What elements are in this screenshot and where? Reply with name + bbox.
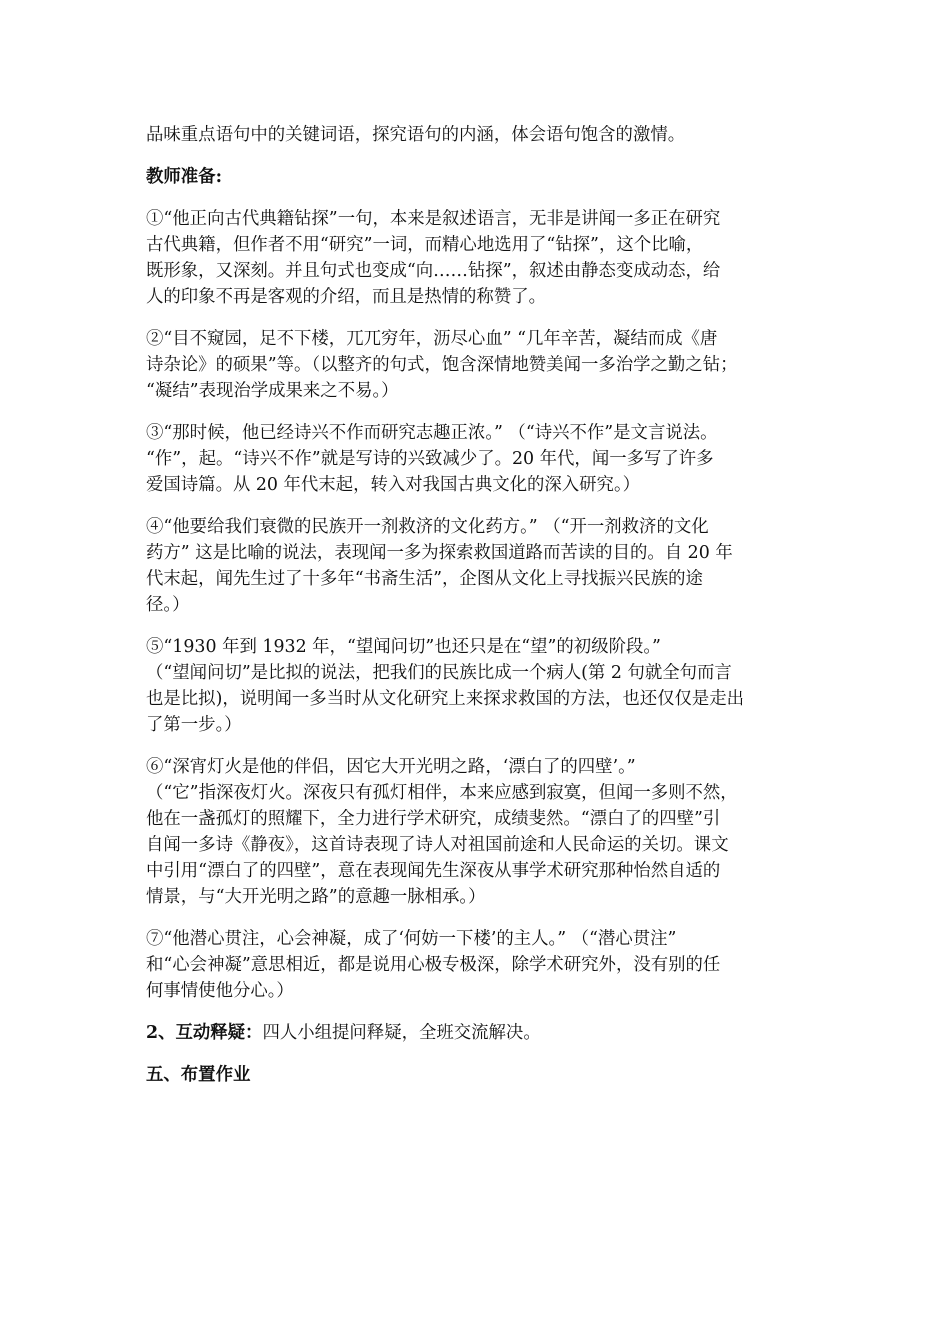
item-5: ⑤“1930 年到 1932 年，“望闻问切”也还只是在“望”的初级阶段。” （“望闻问切”是比拟的说法，把我们的民族比成一个病人(第 2 句就全句而言 也是比拟)，说明闻一多当时从文化研究上来探求救国的方法，也还仅仅是走出 了第一步。）: [146, 637, 745, 735]
interaction-label: 2、互动释疑：: [146, 1023, 263, 1043]
item-6: ⑥“深宵灯火是他的伴侣，因它大开光明之路，‘漂白了的四壁’。” （“它”指深夜灯火。深夜只有孤灯相伴，本来应感到寂寞，但闻一多则不然， 他在一盏孤灯的照耀下，全力进行学术研究，成绩斐然。“漂白了的四壁”引 自闻一多诗《静夜》，这首诗表现了诗人对祖国前途和人民命运的关切。课文 中引用“漂白了的四壁”，意在表现闻先生深夜从事学术研究那种怡然自适的 情景，与“大开光明之路”的意趣一脉相承。）: [146, 757, 738, 907]
interaction-paragraph: [146, 1020, 822, 1046]
intro-text: 品味重点语句中的关键词语，探究语句的内涵，体会语句饱含的激情。: [146, 125, 686, 145]
item-3: ③“那时候，他已经诗兴不作而研究志趣正浓。” （“诗兴不作”是文言说法。 “作”，起。“诗兴不作”就是写诗的兴致减少了。20 年代，闻一多写了许多 爱国诗篇。从 20 年代末起，转入对我国古典文化的深入研究。）: [146, 423, 718, 495]
interaction-text: 四人小组提问释疑，全班交流解决。: [262, 1023, 541, 1043]
document-page: [146, 122, 822, 1104]
homework-heading: 五、布置作业: [146, 1065, 251, 1085]
item-1: ①“他正向古代典籍钻探”一句，本来是叙述语言，无非是讲闻一多正在研究 古代典籍，但作者不用“研究”一词，而精心地选用了“钻探”，这个比喻， 既形象，又深刻。并且句式也变成“向……钻探”，叙述由静态变成动态，给 人的印象不再是客观的介绍，而且是热情的称赞了。: [146, 209, 721, 307]
teacher-prep-heading: 教师准备:: [146, 167, 222, 187]
item-4: ④“他要给我们衰微的民族开一剂救济的文化药方。” （“开一剂救济的文化 药方” 这是比喻的说法，表现闻一多为探索救国道路而苦读的目的。自 20 年 代末起，闻先生过了十多年“书斋生活”，企图从文化上寻找振兴民族的途 径。）: [146, 517, 733, 615]
item-2: ②“目不窥园，足不下楼，兀兀穷年，沥尽心血” “几年辛苦，凝结而成《唐 诗杂论》的硕果”等。（以整齐的句式，饱含深情地赞美闻一多治学之勤之钻； “凝结”表现治学成果来之不易。）: [146, 329, 738, 401]
item-7: ⑦“他潜心贯注，心会神凝，成了‘何妨一下楼’的主人。” （“潜心贯注” 和“心会神凝”意思相近，都是说用心极专极深，除学术研究外，没有别的任 何事情使他分心。）: [146, 929, 721, 1001]
